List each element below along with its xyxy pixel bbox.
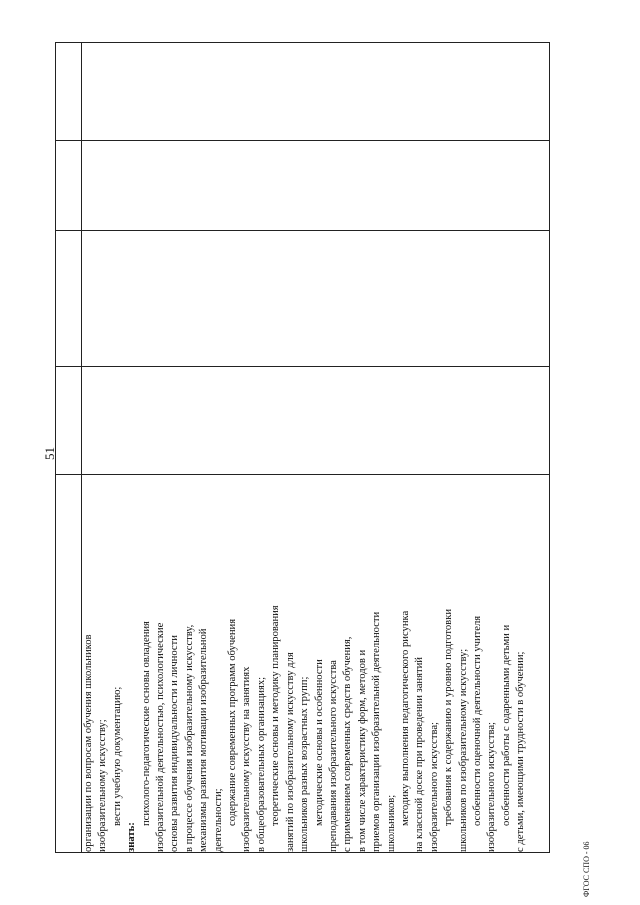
text-line: знать: (126, 822, 138, 852)
table-cell-top (56, 367, 82, 475)
text-line: вести учебную документацию; (111, 686, 123, 826)
text-line: школьников разных возрастных групп; (299, 676, 311, 852)
requirements-cell (82, 475, 550, 853)
table-cell (82, 141, 550, 231)
table-cell-top (56, 141, 82, 231)
table-cell-top (56, 43, 82, 141)
text-line: содержание современных программ обучения (227, 618, 239, 826)
text-line: основы развития индивидуальности и личности (169, 635, 181, 852)
table-content-row (82, 43, 550, 853)
text-line: механизмы развития мотивации изобразительной (198, 628, 210, 852)
text-line: изобразительного искусства; (486, 722, 498, 852)
text-line: изобразительного искусства; (428, 722, 440, 852)
text-line: с детьми, имеющими трудности в обучении; (515, 651, 527, 852)
text-line: школьников по изобразительному искусству; (457, 648, 469, 852)
page-number: 51 (42, 447, 57, 460)
text-line: организации по вопросам обучения школьников (83, 634, 94, 852)
text-line: школьников; (385, 794, 397, 852)
competency-table (55, 42, 550, 853)
text-line: с применением современных средств обучения, (342, 636, 354, 852)
text-line: деятельности; (212, 788, 224, 852)
text-line: изобразительному искусству на занятиях (241, 666, 253, 852)
requirements-text (82, 475, 529, 852)
text-line: психолого-педагогические основы овладения (140, 621, 152, 826)
table-cell (82, 43, 550, 141)
text-line: методические основы и особенности (313, 659, 325, 826)
text-line: теоретические основы и методику планирования (270, 605, 282, 826)
text-line: в общеобразовательных организациях; (255, 676, 267, 852)
table-cell-top (56, 231, 82, 367)
table-cell-top (56, 475, 82, 853)
text-line: методику выполнения педагогического рисунка (399, 610, 411, 826)
text-line: изобразительному искусству; (97, 719, 109, 852)
text-line: на классной доске при проведении занятий (414, 657, 426, 852)
table-top-row (56, 43, 82, 853)
text-line: требования к содержанию и уровню подготовки (443, 608, 455, 826)
text-line: преподавания изобразительного искусства (327, 660, 339, 852)
text-line: особенности работы с одаренными детьми и (500, 624, 512, 826)
text-line: в том числе характеристику форм, методов и (356, 649, 368, 852)
footer-label: ФГОС СПО - 06 (582, 841, 591, 897)
text-line: занятий по изобразительному искусству для (284, 652, 296, 852)
table-cell (82, 367, 550, 475)
text-line: изобразительной деятельностью, психологические (155, 622, 167, 852)
text-line: приемов организации изобразительной деятельности (371, 611, 383, 852)
table-cell (82, 231, 550, 367)
text-line: особенности оценочной деятельности учителя (471, 615, 483, 826)
text-line: в процессе обучения изобразительному искусству, (183, 624, 195, 852)
